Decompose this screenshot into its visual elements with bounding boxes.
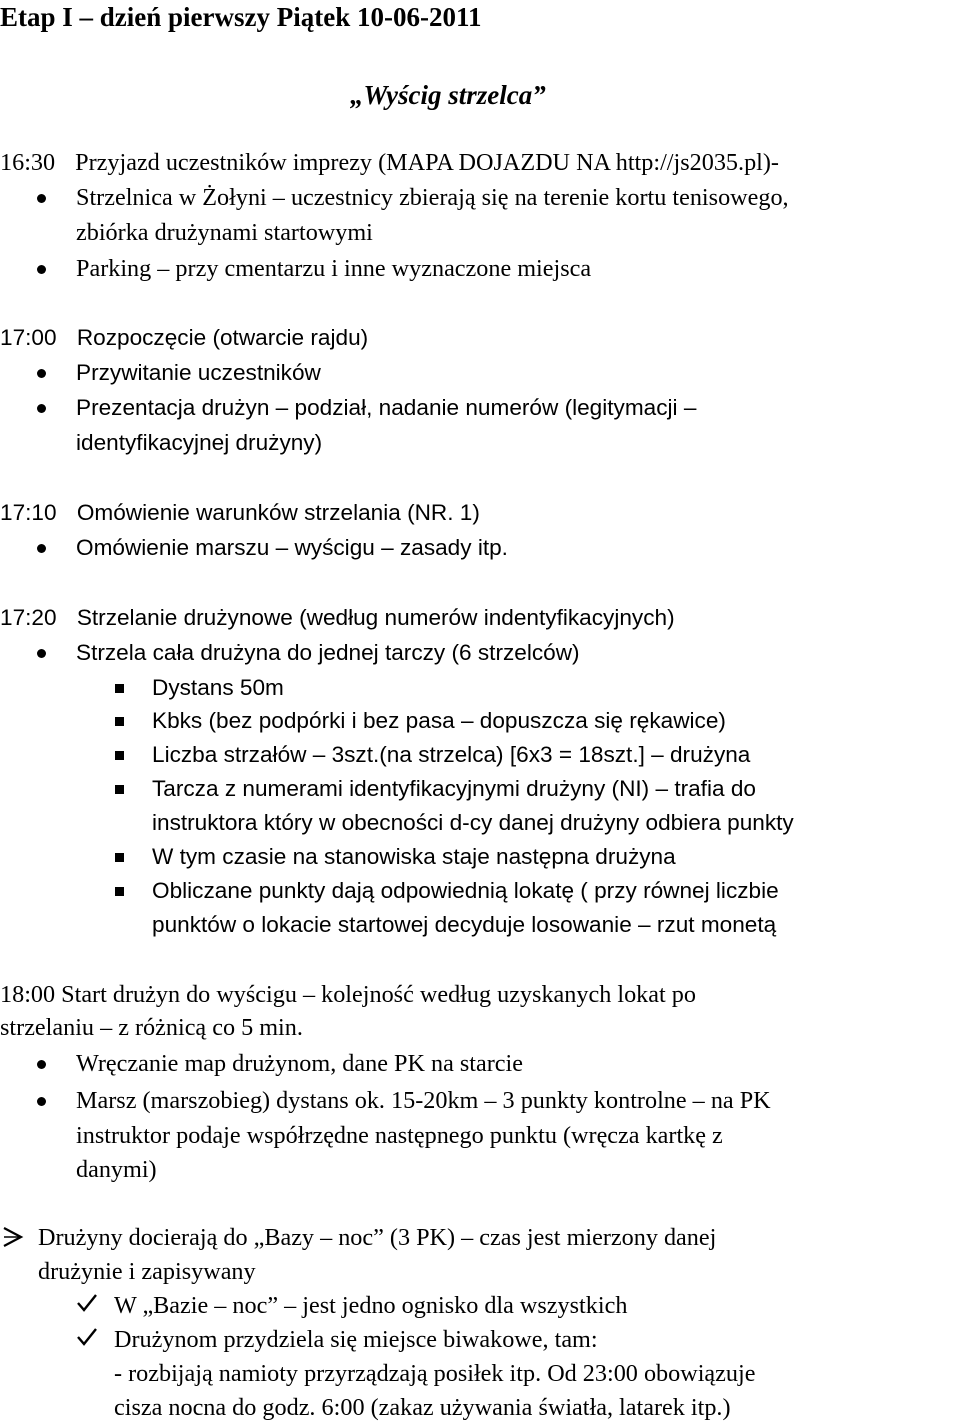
square-bullet-icon [115, 751, 124, 760]
bullet-dot-icon [37, 194, 46, 203]
schedule-entry-1630 [0, 148, 779, 178]
list-item-continued: zbiórka drużynami startowymi [76, 219, 373, 246]
list-item: Przywitanie uczestników [76, 360, 321, 385]
checkmark-icon [76, 1292, 98, 1314]
bullet-dot-icon [37, 1097, 46, 1106]
list-item-continued: instruktor podaje współrzędne następnego punktu (wręcza kartkę z [76, 1122, 723, 1149]
bullet-dot-icon [37, 649, 46, 658]
list-item: Strzelnica w Żołyni – uczestnicy zbierają się na terenie kortu tenisowego, [76, 184, 789, 211]
arrow-list-item-continued: drużynie i zapisywany [38, 1258, 256, 1285]
entry-text: Strzelanie drużynowe (według numerów indentyfikacyjnych) [76, 605, 675, 630]
list-item: Marsz (marszobieg) dystans ok. 15-20km – 3 punkty kontrolne – na PK [76, 1087, 771, 1114]
list-item: Strzela cała drużyna do jednej tarczy (6 strzelców) [76, 640, 580, 665]
arrow-list-item: Drużyny docierają do „Bazy – noc” (3 PK) – czas jest mierzony danej [38, 1224, 717, 1251]
check-list-item-detail: - rozbijają namioty przyrządzają posiłek itp. Od 23:00 obowiązuje [114, 1360, 756, 1387]
entry-time: 17:20 [0, 605, 57, 630]
check-list-item: W „Bazie – noc” – jest jedno ognisko dla wszystkich [114, 1292, 628, 1319]
square-bullet-icon [115, 717, 124, 726]
list-item: Parking – przy cmentarzu i inne wyznaczone miejsca [76, 255, 592, 282]
list-item: Wręczanie map drużynom, dane PK na starcie [76, 1050, 523, 1077]
list-item: Omówienie marszu – wyścigu – zasady itp. [76, 535, 508, 560]
schedule-entry-1700 [0, 323, 368, 353]
entry-time: 16:30 [0, 149, 56, 176]
schedule-entry-1800: 18:00 Start drużyn do wyścigu – kolejność według uzyskanych lokat po [0, 981, 696, 1008]
list-item-continued: danymi) [76, 1156, 157, 1183]
entry-text: Omówienie warunków strzelania (NR. 1) [76, 500, 480, 525]
sub-list-item: Kbks (bez podpórki i bez pasa – dopuszcza się rękawice) [152, 708, 726, 733]
square-bullet-icon [115, 853, 124, 862]
square-bullet-icon [115, 684, 124, 693]
sub-list-item: Liczba strzałów – 3szt.(na strzelca) [6x3 = 18szt.] – drużyna [152, 742, 751, 767]
page-subtitle: „Wyścig strzelca” [350, 80, 546, 110]
square-bullet-icon [115, 887, 124, 896]
check-list-item-detail: cisza nocna do godz. 6:00 (zakaz używania światła, latarek itp.) [114, 1394, 731, 1421]
list-item: Prezentacja drużyn – podział, nadanie numerów (legitymacji – [76, 395, 697, 420]
sub-list-item: Obliczane punkty dają odpowiednią lokatę ( przy równej liczbie [152, 878, 779, 903]
sub-list-item-continued: punktów o lokacie startowej decyduje losowanie – rzut monetą [152, 912, 777, 937]
entry-time: 17:10 [0, 500, 57, 525]
schedule-entry-1710 [0, 498, 480, 528]
bullet-dot-icon [37, 544, 46, 553]
arrowhead-bullet-icon [2, 1226, 24, 1248]
sub-list-item-continued: instruktora który w obecności d-cy danej drużyny odbiera punkty [152, 810, 794, 835]
entry-text: Rozpoczęcie (otwarcie rajdu) [76, 325, 369, 350]
check-list-item: Drużynom przydziela się miejsce biwakowe, tam: [114, 1326, 598, 1353]
list-item-continued: identyfikacyjnej drużyny) [76, 430, 323, 455]
bullet-dot-icon [37, 265, 46, 274]
bullet-dot-icon [37, 404, 46, 413]
sub-list-item: W tym czasie na stanowiska staje następna drużyna [152, 844, 676, 869]
bullet-dot-icon [37, 369, 46, 378]
page-title: Etap I – dzień pierwszy Piątek 10-06-2011 [0, 2, 482, 32]
schedule-entry-1720 [0, 603, 675, 633]
entry-text: Przyjazd uczestników imprezy (MAPA DOJAZDU NA http://js2035.pl)- [75, 149, 779, 176]
checkmark-icon [76, 1326, 98, 1348]
bullet-dot-icon [37, 1060, 46, 1069]
entry-time: 17:00 [0, 325, 57, 350]
sub-list-item: Tarcza z numerami identyfikacyjnymi drużyny (NI) – trafia do [152, 776, 756, 801]
square-bullet-icon [115, 785, 124, 794]
schedule-entry-1800-continued: strzelaniu – z różnicą co 5 min. [0, 1014, 303, 1041]
sub-list-item: Dystans 50m [152, 675, 284, 700]
